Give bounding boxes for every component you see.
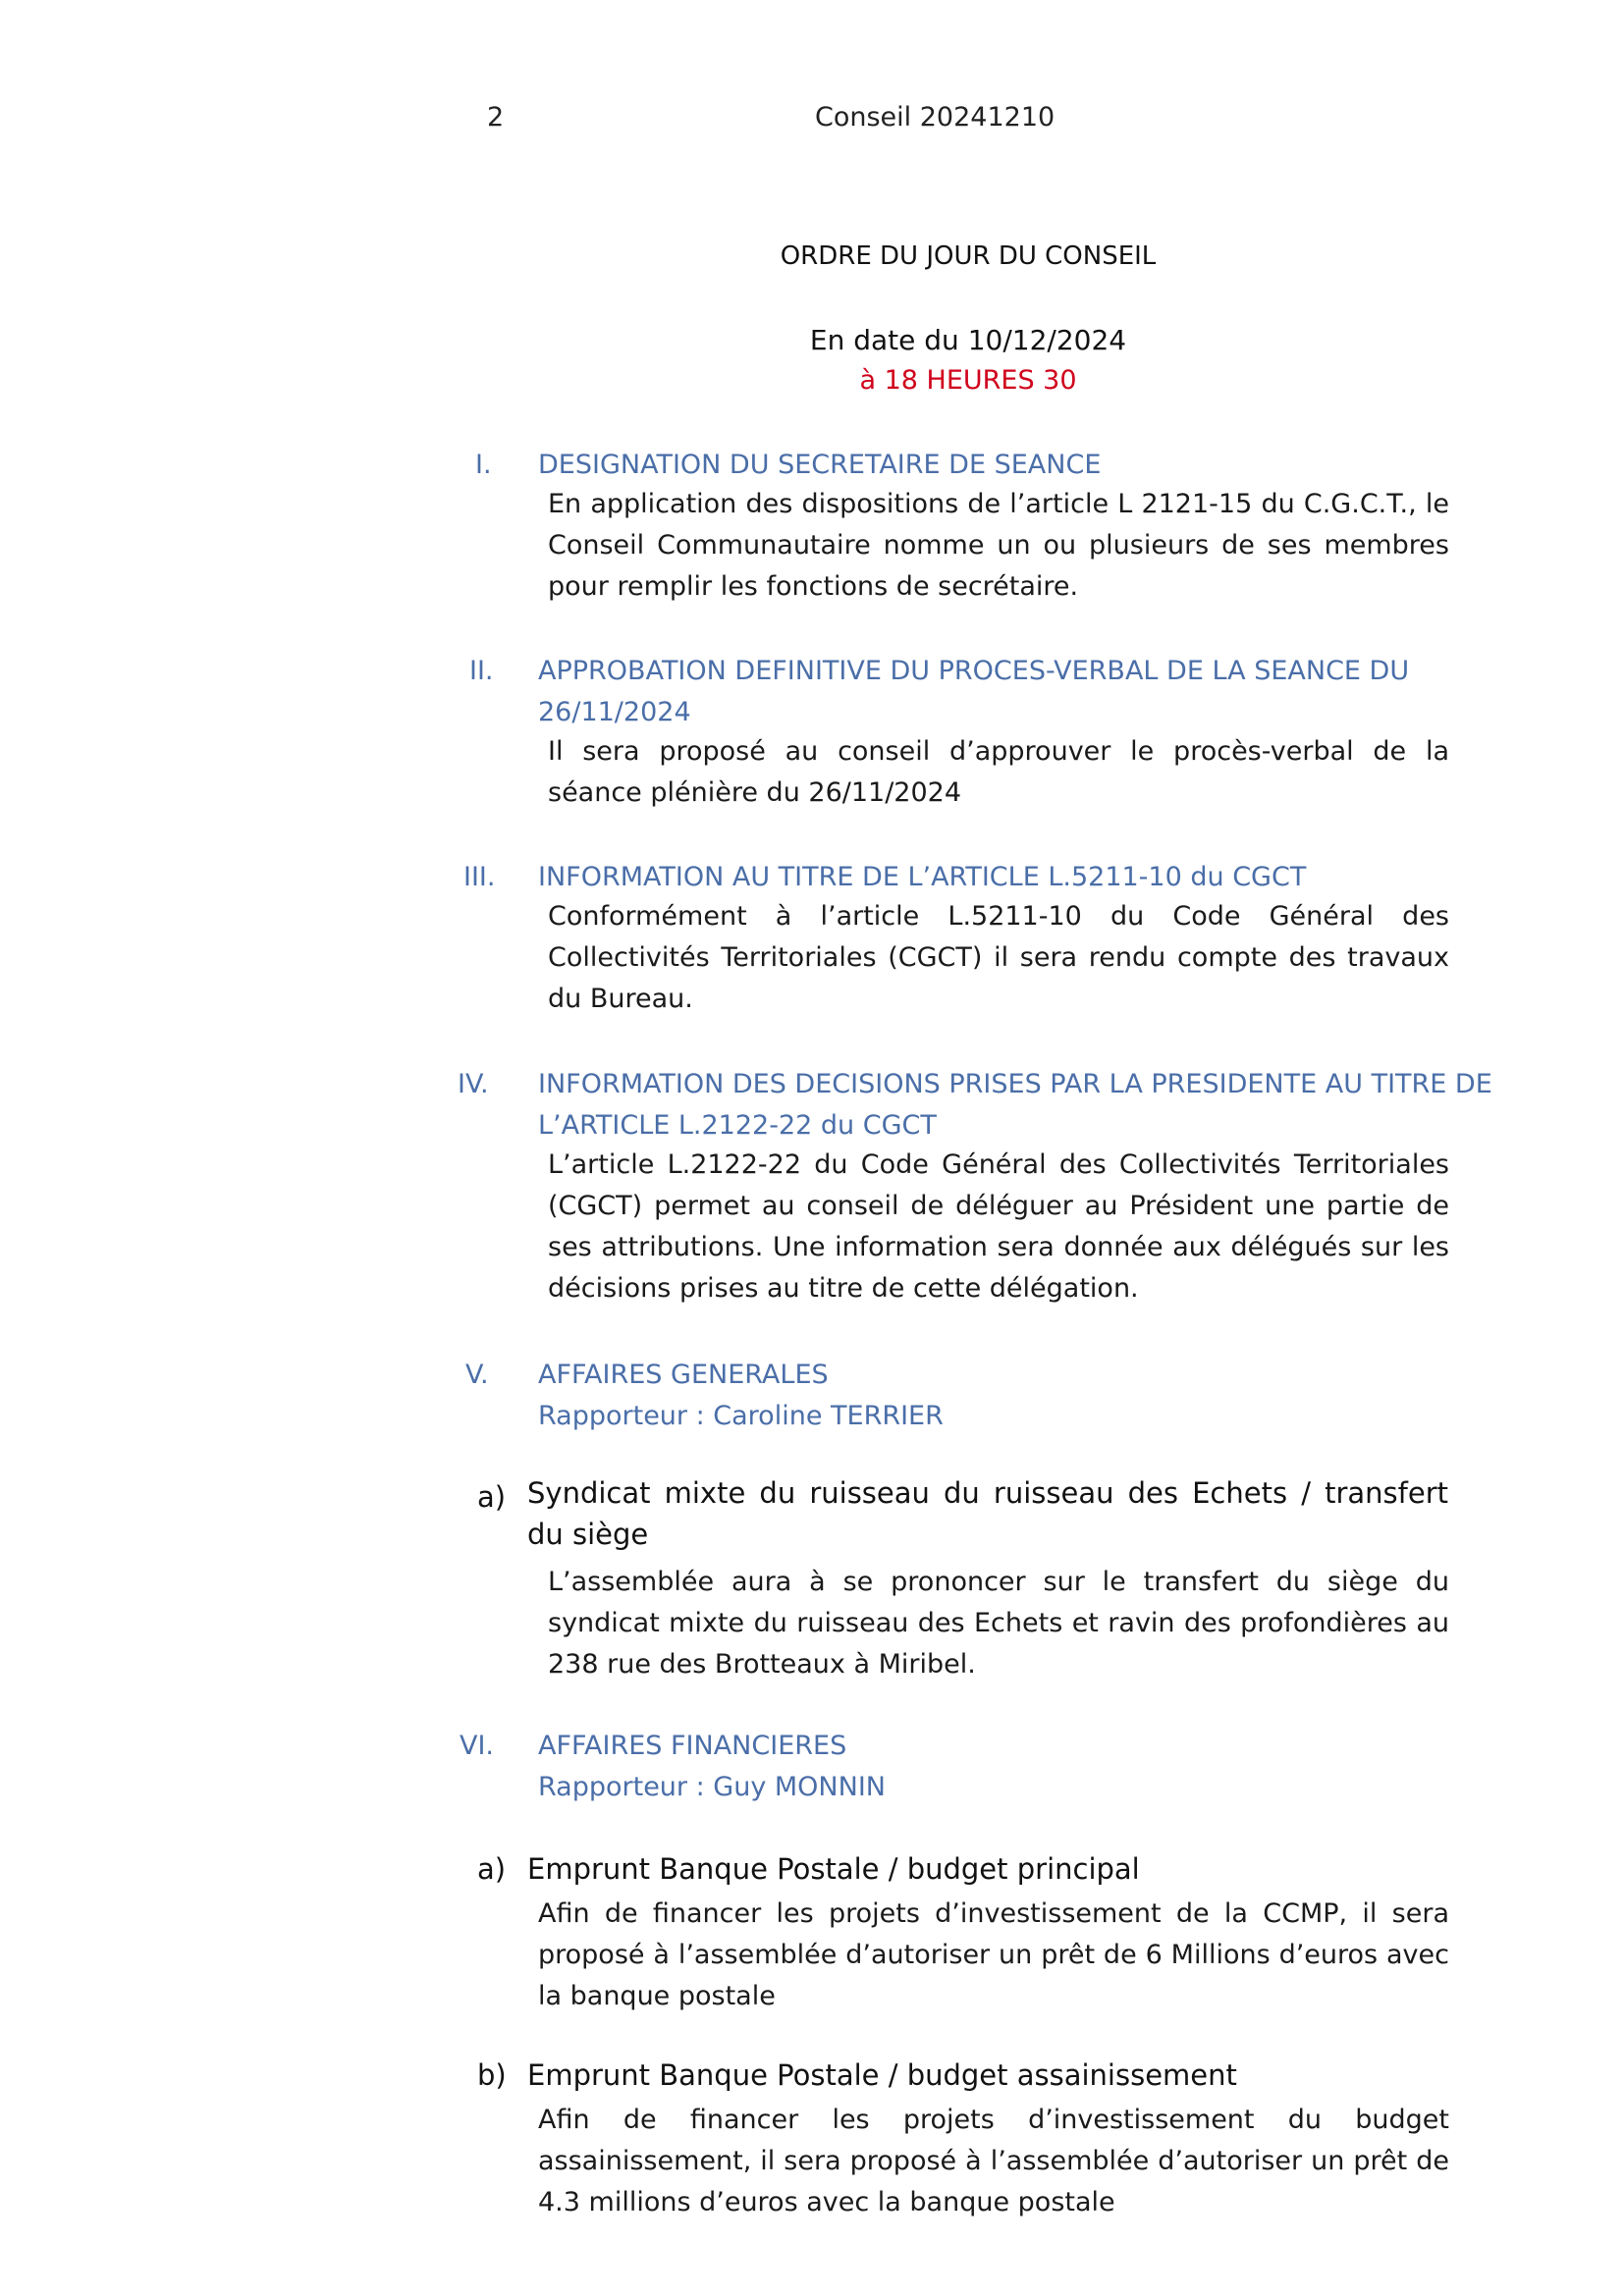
item-title: Emprunt Banque Postale / budget assainissement — [527, 2058, 1237, 2092]
rapporteur: Rapporteur : Guy MONNIN — [538, 1772, 886, 1802]
section-title: INFORMATION DES DECISIONS PRISES PAR LA PRESIDENTE AU TITRE DE — [538, 1069, 1492, 1099]
section-title-continued: 26/11/2024 — [538, 697, 691, 727]
document-title: Conseil 20241210 — [815, 102, 1056, 133]
section-title: AFFAIRES FINANCIERES — [538, 1731, 847, 1761]
rapporteur: Rapporteur : Caroline TERRIER — [538, 1401, 944, 1431]
item-letter: a) — [477, 1852, 507, 1886]
item-letter: b) — [477, 2058, 507, 2092]
section-body: L’article L.2122-22 du Code Général des Collectivités Territoriales (CGCT) permet au conseil de déléguer au Président une partie de ses attributions. Une information sera donnée aux délégués sur les décisions prises au titre de cette délégation. — [548, 1149, 1449, 1304]
section-body: Il sera proposé au conseil d’approuver le procès-verbal de la séance plénière du 26/11/2024 — [548, 736, 1449, 808]
section-body: Conformément à l’article L.5211-10 du Code Général des Collectivités Territoriales (CGCT) il sera rendu compte des travaux du Bureau. — [548, 901, 1449, 1014]
agenda-title: ORDRE DU JOUR DU CONSEIL — [780, 241, 1157, 271]
section-numeral: V. — [465, 1360, 489, 1390]
section-title: AFFAIRES GENERALES — [538, 1360, 829, 1390]
section-numeral: II. — [469, 656, 494, 686]
item-title: Syndicat mixte du ruisseau du ruisseau des Echets / transfert du siège — [527, 1476, 1448, 1551]
section-title: APPROBATION DEFINITIVE DU PROCES-VERBAL DE LA SEANCE DU — [538, 656, 1410, 686]
item-body: L’assemblée aura à se prononcer sur le transfert du siège du syndicat mixte du ruisseau des Echets et ravin des profondières au 238 rue des Brotteaux à Miribel. — [548, 1567, 1449, 1680]
section-numeral: III. — [463, 862, 496, 892]
item-body: Afin de financer les projets d’investissement du budget assainissement, il sera proposé à l’assemblée d’autoriser un prêt de 4.3 millions d’euros avec la banque postale — [538, 2105, 1449, 2217]
section-title: DESIGNATION DU SECRETAIRE DE SEANCE — [538, 450, 1102, 480]
section-body: En application des dispositions de l’article L 2121-15 du C.G.C.T., le Conseil Communautaire nomme un ou plusieurs de ses membres pour remplir les fonctions de secrétaire. — [548, 489, 1449, 602]
section-numeral: IV. — [458, 1069, 489, 1099]
section-numeral: I. — [475, 450, 492, 480]
section-numeral: VI. — [460, 1731, 495, 1761]
section-title: INFORMATION AU TITRE DE L’ARTICLE L.5211-10 du CGCT — [538, 862, 1307, 892]
item-letter: a) — [477, 1480, 507, 1514]
item-title: Emprunt Banque Postale / budget principal — [527, 1852, 1140, 1886]
agenda-date: En date du 10/12/2024 — [809, 324, 1127, 356]
agenda-time: à 18 HEURES 30 — [859, 365, 1077, 396]
page-number: 2 — [487, 102, 505, 133]
section-title-continued: L’ARTICLE L.2122-22 du CGCT — [538, 1110, 937, 1141]
item-body: Afin de financer les projets d’investissement de la CCMP, il sera proposé à l’assemblée d’autoriser un prêt de 6 Millions d’euros avec la banque postale — [538, 1898, 1449, 2011]
